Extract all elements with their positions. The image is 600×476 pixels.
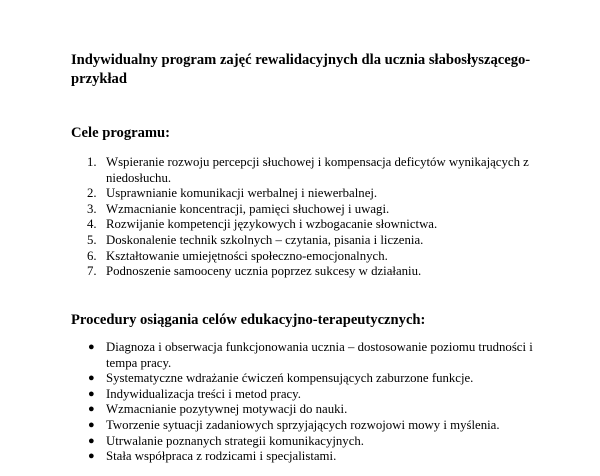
- bullet-icon: ●: [88, 341, 95, 353]
- procedure-text: Wzmacnianie pozytywnej motywacji do nauki.: [106, 402, 348, 417]
- goal-item: [71, 202, 541, 218]
- procedure-text: Stała współpraca z rodzicami i specjalistami.: [106, 449, 337, 464]
- goals-heading: Cele programu:: [71, 125, 171, 141]
- goal-item: [71, 217, 541, 233]
- bullet-icon: ●: [88, 387, 95, 400]
- bullet-icon: ●: [88, 403, 95, 416]
- goal-number: 5.: [87, 232, 97, 247]
- goal-number: 7.: [87, 264, 97, 279]
- procedures-heading: Procedury osiągania celów edukacyjno-terapeutycznych:: [71, 312, 426, 328]
- goal-item: [71, 249, 541, 265]
- bullet-icon: ●: [88, 450, 95, 463]
- procedure-text: Systematyczne wdrażanie ćwiczeń kompensujących zaburzone funkcje.: [106, 371, 474, 386]
- goal-text: Usprawnianie komunikacji werbalnej i niewerbalnej.: [106, 186, 378, 201]
- goal-number: 2.: [87, 186, 97, 201]
- procedure-item: [71, 371, 541, 387]
- goal-number: 6.: [87, 248, 97, 263]
- procedures-list: [71, 340, 541, 465]
- goal-item: [71, 155, 541, 186]
- bullet-icon: ●: [88, 372, 95, 385]
- goal-item: [71, 186, 541, 202]
- procedure-item: [71, 402, 541, 418]
- procedure-item: [71, 449, 541, 465]
- goal-item: [71, 264, 541, 280]
- goal-number: 4.: [87, 217, 97, 232]
- procedure-text: Indywidualizacja treści i metod pracy.: [106, 386, 301, 401]
- document-title: Indywidualny program zajęć rewalidacyjnych dla ucznia słabosłyszącego-przykład: [71, 52, 531, 87]
- goal-item: [71, 233, 541, 249]
- procedure-item: [71, 418, 541, 434]
- procedure-text: Diagnoza i obserwacja funkcjonowania ucznia – dostosowanie poziomu trudności i tempa pracy.: [106, 340, 533, 370]
- goals-list: [71, 155, 541, 280]
- goal-number: 1.: [87, 155, 97, 169]
- goal-text: Doskonalenie technik szkolnych – czytania, pisania i liczenia.: [106, 232, 424, 247]
- procedure-text: Tworzenie sytuacji zadaniowych sprzyjających rozwojowi mowy i myślenia.: [106, 417, 500, 432]
- goal-text: Rozwijanie kompetencji językowych i wzbogacanie słownictwa.: [106, 217, 438, 232]
- procedure-item: [71, 434, 541, 450]
- goal-text: Kształtowanie umiejętności społeczno-emocjonalnych.: [106, 248, 388, 263]
- procedure-text: Utrwalanie poznanych strategii komunikacyjnych.: [106, 433, 364, 448]
- procedure-item: [71, 340, 541, 371]
- procedure-item: [71, 387, 541, 403]
- bullet-icon: ●: [88, 418, 95, 431]
- goal-text: Wzmacnianie koncentracji, pamięci słuchowej i uwagi.: [106, 201, 390, 216]
- bullet-icon: ●: [88, 434, 95, 447]
- goal-text: Podnoszenie samooceny ucznia poprzez sukcesy w działaniu.: [106, 264, 422, 279]
- goal-number: 3.: [87, 201, 97, 216]
- goal-text: Wspieranie rozwoju percepcji słuchowej i kompensacja deficytów wynikających z niedosłuchu.: [106, 155, 529, 185]
